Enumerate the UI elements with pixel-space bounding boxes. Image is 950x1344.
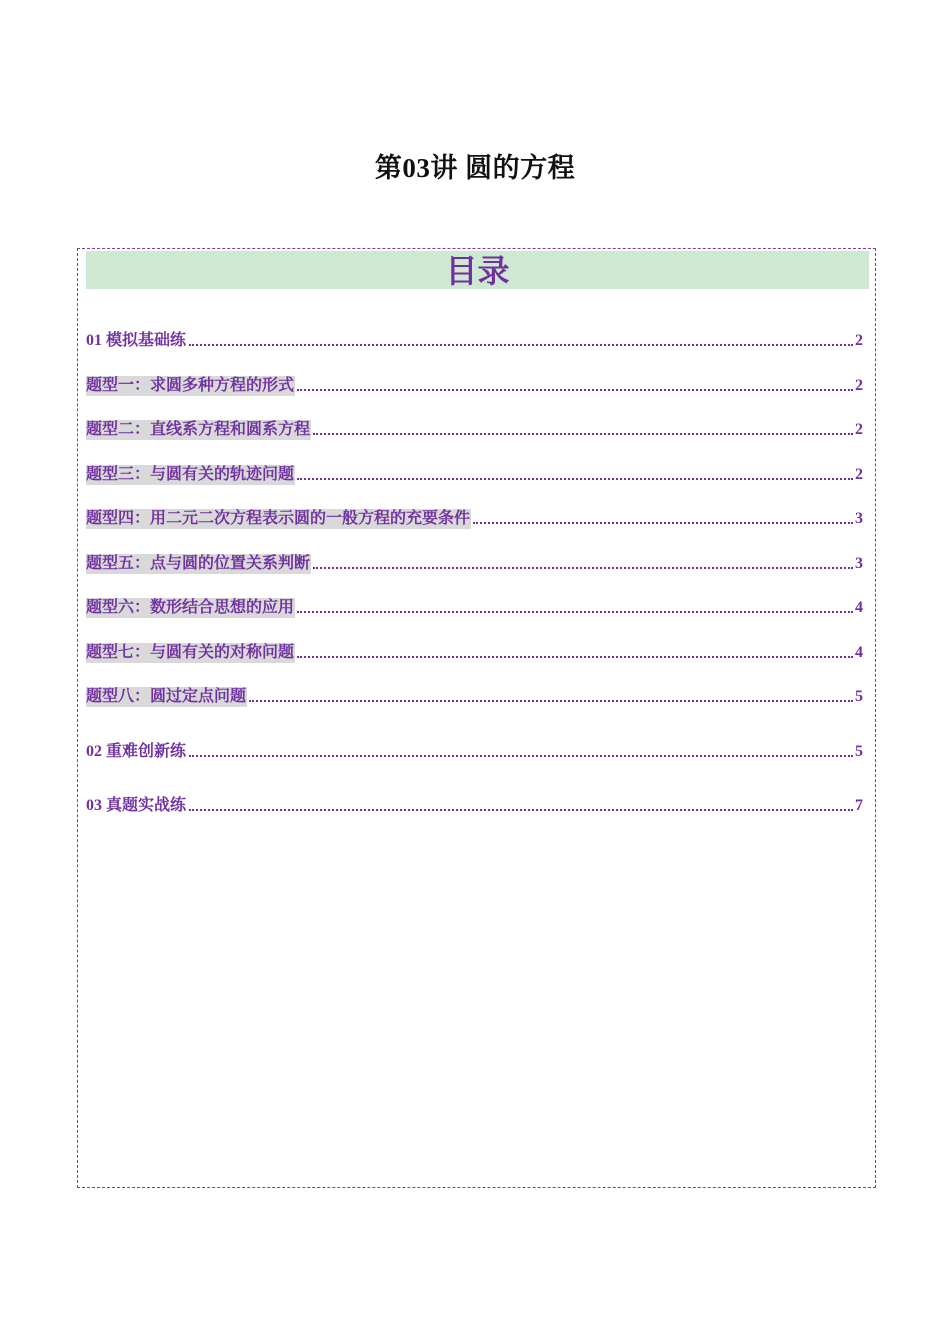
toc-entry-label: 题型七：与圆有关的对称问题 [86,644,295,661]
toc-entry-basic-practice[interactable] [86,329,863,351]
dot-leader [297,655,853,658]
toc-page-number: 3 [855,555,863,572]
toc-entry-label: 题型八：圆过定点问题 [86,688,247,705]
dot-leader [313,432,853,435]
toc-entry-type-8[interactable] [86,685,863,707]
toc-page-number: 4 [855,599,863,616]
dot-leader [313,566,853,569]
page-title: 第03讲 圆的方程 [374,153,576,183]
dot-leader [473,521,853,524]
toc-entry-label: 题型四：用二元二次方程表示圆的一般方程的充要条件 [86,510,471,527]
dot-leader [297,388,853,391]
toc-entry-label: 题型六：数形结合思想的应用 [86,599,295,616]
toc-heading: 目录 [86,251,869,289]
dot-leader [297,477,853,480]
toc-page-number: 2 [855,466,863,483]
toc-page-number: 4 [855,644,863,661]
toc-page-number: 2 [855,421,863,438]
dot-leader [249,699,853,702]
toc-page-number: 3 [855,510,863,527]
toc-entry-label: 02 重难创新练 [86,743,187,760]
dot-leader [189,343,853,346]
toc-entry-type-6[interactable] [86,596,863,618]
toc-entry-type-3[interactable] [86,463,863,485]
toc-entry-type-2[interactable] [86,418,863,440]
toc-page-number: 2 [855,332,863,349]
table-of-contents [77,248,876,1188]
toc-page-number: 5 [855,688,863,705]
toc-entry-label: 03 真题实战练 [86,797,187,814]
toc-page-number: 5 [855,743,863,760]
toc-entry-advanced-practice[interactable] [86,740,863,762]
toc-page-number: 7 [855,797,863,814]
dot-leader [189,808,853,811]
toc-entry-label: 题型二：直线系方程和圆系方程 [86,421,311,438]
toc-page-number: 2 [855,377,863,394]
toc-entry-label: 题型三：与圆有关的轨迹问题 [86,466,295,483]
toc-entry-label: 题型五：点与圆的位置关系判断 [86,555,311,572]
toc-entry-type-1[interactable] [86,374,863,396]
dot-leader [297,610,853,613]
toc-entry-exam-practice[interactable] [86,794,863,816]
toc-entry-type-5[interactable] [86,552,863,574]
dot-leader [189,754,853,757]
toc-entry-label: 题型一：求圆多种方程的形式 [86,377,295,394]
toc-entry-label: 01 模拟基础练 [86,332,187,349]
toc-entry-type-7[interactable] [86,641,863,663]
toc-entry-type-4[interactable] [86,507,863,529]
